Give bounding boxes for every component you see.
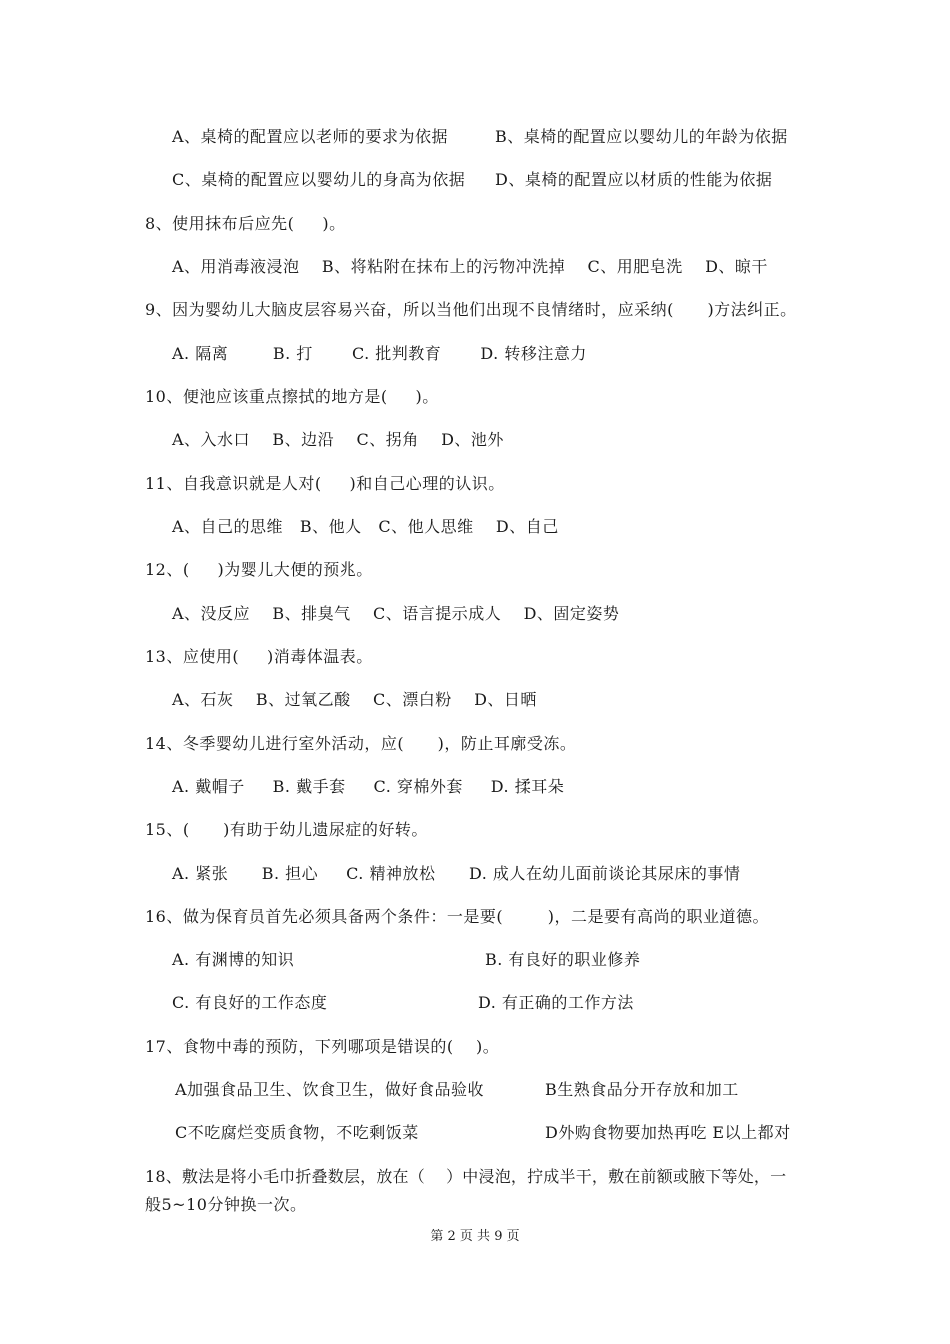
question-stem: 11、自我意识就是人对( )和自己心理的认识。	[145, 474, 505, 493]
page-number: 第 2 页 共 9 页	[430, 1229, 520, 1244]
q7-option-a: A、桌椅的配置应以老师的要求为依据	[172, 127, 449, 146]
q7-option-b: B、桌椅的配置应以婴幼儿的年龄为依据	[495, 127, 788, 146]
question-stem: 12、( )为婴儿大便的预兆。	[145, 560, 373, 579]
question-options: A、自己的思维 B、他人 C、他人思维 D、自己	[172, 517, 559, 536]
question-options: A. 紧张 B. 担心 C. 精神放松 D. 成人在幼儿面前谈论其尿床的事情	[172, 864, 741, 883]
q16-option-c: C. 有良好的工作态度	[172, 993, 328, 1012]
question-stem: 9、因为婴幼儿大脑皮层容易兴奋，所以当他们出现不良情绪时，应采纳( )方法纠正。	[145, 300, 797, 319]
question-stem: 15、( )有助于幼儿遗尿症的好转。	[145, 820, 428, 839]
q16-option-b: B. 有良好的职业修养	[485, 950, 641, 969]
question-stem: 10、便池应该重点擦拭的地方是( )。	[145, 387, 439, 406]
question-options: A、用消毒液浸泡 B、将粘附在抹布上的污物冲洗掉 C、用肥皂洗 D、晾干	[172, 257, 768, 276]
question-options: A. 戴帽子 B. 戴手套 C. 穿棉外套 D. 揉耳朵	[172, 777, 565, 796]
q17-option-a: A加强食品卫生、饮食卫生，做好食品验收	[175, 1080, 485, 1099]
question-stem: 13、应使用( )消毒体温表。	[145, 647, 373, 666]
question-options: A、入水口 B、边沿 C、拐角 D、池外	[172, 430, 504, 449]
question-stem: 14、冬季婴幼儿进行室外活动，应( )，防止耳廓受冻。	[145, 734, 577, 753]
q17-option-b: B生熟食品分开存放和加工	[545, 1080, 739, 1099]
question-stem-continuation: 般5~10分钟换一次。	[145, 1195, 307, 1214]
question-stem: 8、使用抹布后应先( )。	[145, 214, 346, 233]
q16-option-d: D. 有正确的工作方法	[478, 993, 634, 1012]
q7-option-c: C、桌椅的配置应以婴幼儿的身高为依据	[172, 170, 466, 189]
question-stem: 18、敷法是将小毛巾折叠数层，放在（ ）中浸泡，拧成半干，敷在前额或腋下等处，一	[145, 1167, 787, 1186]
question-options: A、石灰 B、过氧乙酸 C、漂白粉 D、日晒	[172, 690, 537, 709]
q7-option-d: D、桌椅的配置应以材质的性能为依据	[495, 170, 773, 189]
question-options: A、没反应 B、排臭气 C、语言提示成人 D、固定姿势	[172, 604, 620, 623]
q17-option-d: D外购食物要加热再吃 E以上都对	[545, 1123, 791, 1142]
question-stem: 16、做为保育员首先必须具备两个条件：一是要( )，二是要有高尚的职业道德。	[145, 907, 770, 926]
question-options: A. 隔离 B. 打 C. 批判教育 D. 转移注意力	[172, 344, 587, 363]
question-stem: 17、食物中毒的预防，下列哪项是错误的( )。	[145, 1037, 500, 1056]
q16-option-a: A. 有渊博的知识	[172, 950, 295, 969]
q17-option-c: C不吃腐烂变质食物，不吃剩饭菜	[175, 1123, 419, 1142]
